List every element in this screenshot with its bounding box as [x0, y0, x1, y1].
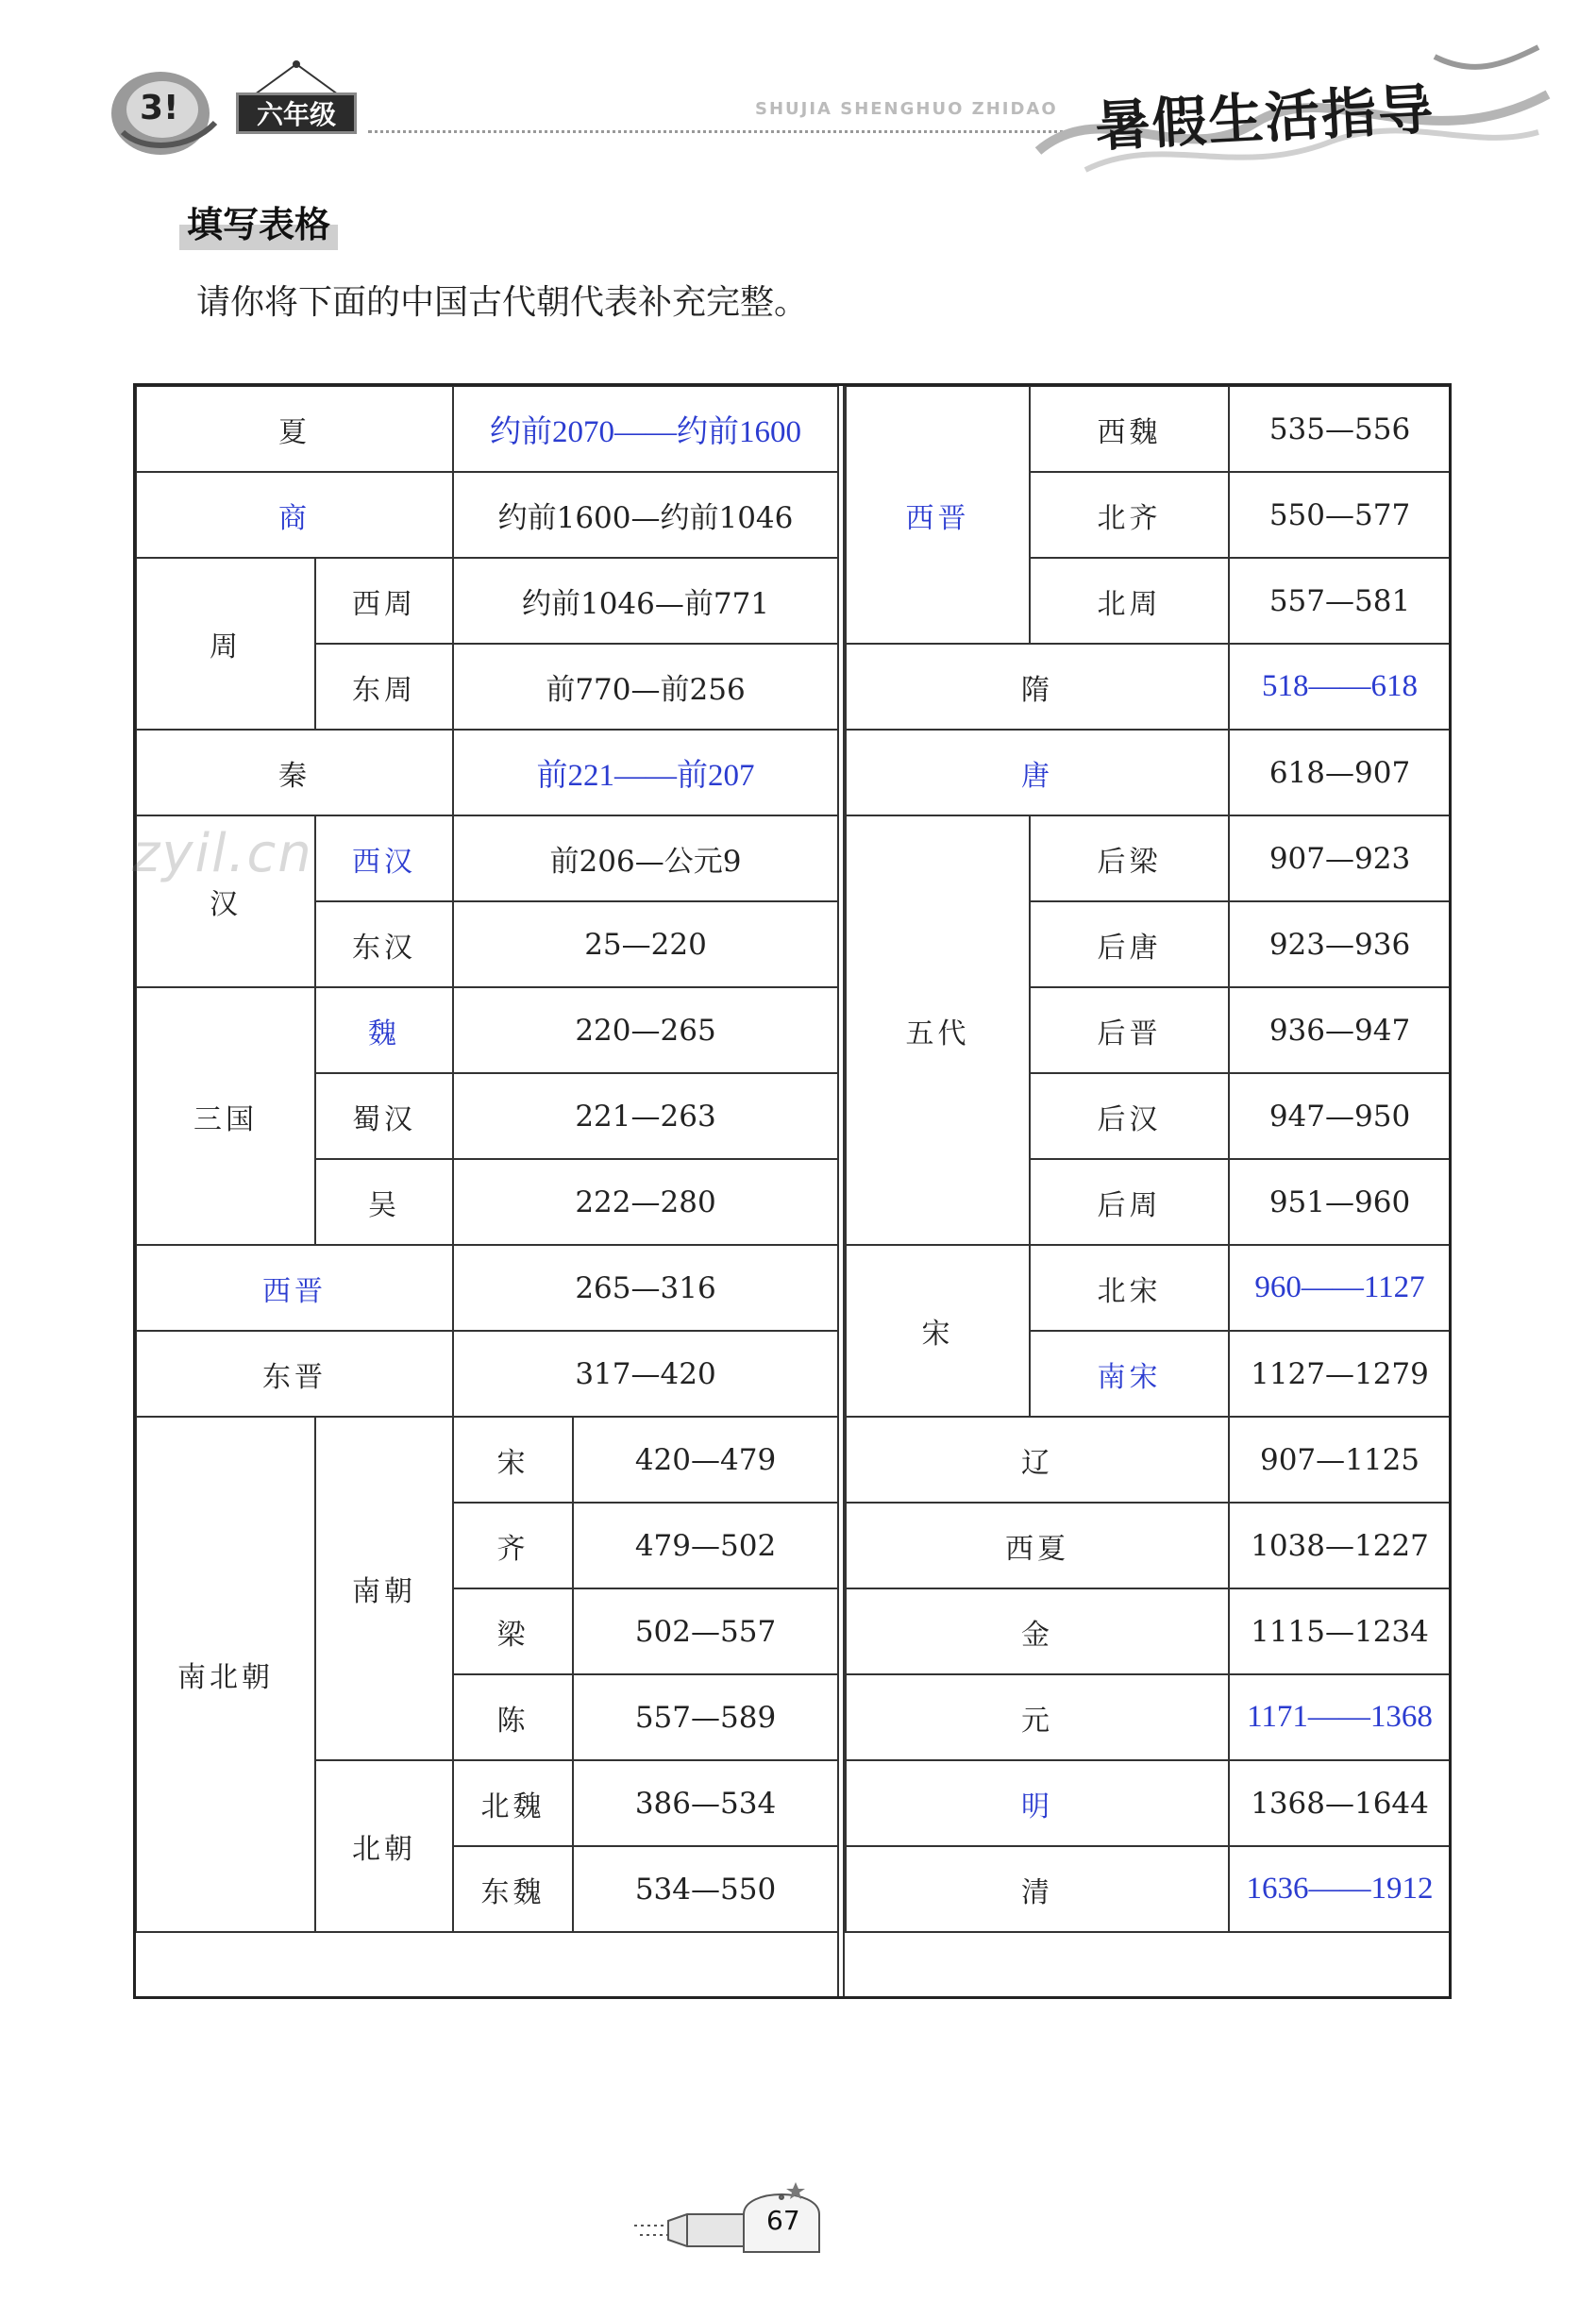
table-row [846, 1417, 1451, 1503]
sub-dynasty-name: 魏 [315, 987, 453, 1073]
dynasty-period: 947—950 [1229, 1073, 1451, 1159]
brand-pinyin: SHUJIA SHENGHUO ZHIDAO [755, 99, 1058, 119]
dynasty-name: 明 [846, 1760, 1229, 1846]
dynasty-period: 420—479 [573, 1417, 838, 1503]
dynasty-period: 518——618 [1229, 644, 1451, 730]
dynasty-period: 907—1125 [1229, 1417, 1451, 1503]
sub-dynasty-name: 吴 [315, 1159, 453, 1245]
dynasty-period: 1038—1227 [1229, 1503, 1451, 1588]
dynasty-name: 南北朝 [136, 1417, 315, 1932]
dynasty-period: 25—220 [453, 901, 838, 987]
table-row [136, 472, 838, 558]
dynasty-name: 夏 [136, 386, 453, 472]
dynasty-name: 元 [846, 1674, 1229, 1760]
dynasty-name: 宋 [846, 1245, 1030, 1417]
sub-dynasty-name: 东魏 [453, 1846, 573, 1932]
grade-label: 六年级 [236, 92, 357, 134]
dynasty-period: 约前2070——约前1600 [453, 386, 838, 472]
dynasty-name: 隋 [846, 644, 1229, 730]
dynasty-name: 清 [846, 1846, 1229, 1932]
table-row [136, 1417, 838, 1503]
dynasty-period: 1171——1368 [1229, 1674, 1451, 1760]
dynasty-period: 前770—前256 [453, 644, 838, 730]
table-row [846, 1674, 1451, 1760]
dynasty-period: 前206—公元9 [453, 815, 838, 901]
dynasty-period: 约前1600—约前1046 [453, 472, 838, 558]
sub-dynasty-name: 东汉 [315, 901, 453, 987]
table-row [846, 1760, 1451, 1846]
dynasty-name: 秦 [136, 730, 453, 815]
logo-swirl-icon [104, 57, 227, 160]
dynasty-name: 西晋 [846, 386, 1030, 644]
dynasty-period: 534—550 [573, 1846, 838, 1932]
sub-dynasty-name: 宋 [453, 1417, 573, 1503]
sub-dynasty-name: 北齐 [1030, 472, 1229, 558]
dynasty-period: 1115—1234 [1229, 1588, 1451, 1674]
dynasty-period: 220—265 [453, 987, 838, 1073]
dynasty-name: 唐 [846, 730, 1229, 815]
svg-text:3!: 3! [140, 89, 179, 127]
brand-title: 暑假生活指导 [1093, 76, 1436, 160]
sub-dynasty-name: 西汉 [315, 815, 453, 901]
table-row [846, 1588, 1451, 1674]
table-row [136, 987, 838, 1073]
watermark: zyil.cn [132, 823, 313, 884]
sub-dynasty-name: 蜀汉 [315, 1073, 453, 1159]
sub-dynasty-name: 西魏 [1030, 386, 1229, 472]
dynasty-period: 535—556 [1229, 386, 1451, 472]
dynasty-period: 479—502 [573, 1503, 838, 1588]
sub-dynasty-name: 南宋 [1030, 1331, 1229, 1417]
sub-dynasty-name: 北朝 [315, 1760, 453, 1932]
sub-dynasty-name: 东周 [315, 644, 453, 730]
table-row [846, 386, 1451, 472]
dynasty-period: 前221——前207 [453, 730, 838, 815]
header-dotted-rule [368, 130, 1104, 139]
dynasty-period: 1127—1279 [1229, 1331, 1451, 1417]
sub-dynasty-name: 北魏 [453, 1760, 573, 1846]
section-heading: 填写表格 [179, 193, 338, 250]
dynasty-period: 1368—1644 [1229, 1760, 1451, 1846]
dynasty-period: 557—589 [573, 1674, 838, 1760]
dynasty-period: 约前1046—前771 [453, 558, 838, 644]
dynasty-name: 金 [846, 1588, 1229, 1674]
dynasty-name: 三国 [136, 987, 315, 1245]
sub-dynasty-name: 后汉 [1030, 1073, 1229, 1159]
sub-dynasty-name: 北宋 [1030, 1245, 1229, 1331]
dynasty-name: 西晋 [136, 1245, 453, 1331]
dynasty-period: 1636——1912 [1229, 1846, 1451, 1932]
sub-dynasty-name: 后梁 [1030, 815, 1229, 901]
dynasty-name: 辽 [846, 1417, 1229, 1503]
pencil-page-badge-icon [630, 2169, 838, 2263]
dynasty-name: 五代 [846, 815, 1030, 1245]
table-row [136, 1331, 838, 1417]
dynasty-period: 222—280 [453, 1159, 838, 1245]
table-row [846, 815, 1451, 901]
dynasty-table-right [845, 385, 1452, 1933]
dynasty-period: 960——1127 [1229, 1245, 1451, 1331]
dynasty-period: 936—947 [1229, 987, 1451, 1073]
sub-dynasty-name: 后唐 [1030, 901, 1229, 987]
sub-dynasty-name: 后周 [1030, 1159, 1229, 1245]
table-row [136, 1245, 838, 1331]
table-row [136, 730, 838, 815]
dynasty-period: 317—420 [453, 1331, 838, 1417]
dynasty-name: 汉 [136, 815, 315, 987]
sub-dynasty-name: 后晋 [1030, 987, 1229, 1073]
dynasty-period: 951—960 [1229, 1159, 1451, 1245]
table-row [846, 1846, 1451, 1932]
dynasty-table [135, 385, 1450, 1997]
table-row [136, 386, 838, 472]
table-row [846, 730, 1451, 815]
dynasty-period: 221—263 [453, 1073, 838, 1159]
sub-dynasty-name: 北周 [1030, 558, 1229, 644]
dynasty-period: 386—534 [573, 1760, 838, 1846]
dynasty-period: 265—316 [453, 1245, 838, 1331]
dynasty-table-left [135, 385, 839, 1933]
sub-dynasty-name: 南朝 [315, 1417, 453, 1760]
dynasty-period: 618—907 [1229, 730, 1451, 815]
dynasty-name: 周 [136, 558, 315, 730]
sub-dynasty-name: 齐 [453, 1503, 573, 1588]
dynasty-name: 东晋 [136, 1331, 453, 1417]
sub-dynasty-name: 陈 [453, 1674, 573, 1760]
sub-dynasty-name: 西周 [315, 558, 453, 644]
sub-dynasty-name: 梁 [453, 1588, 573, 1674]
table-row [846, 644, 1451, 730]
dynasty-period: 557—581 [1229, 558, 1451, 644]
column-divider [837, 385, 845, 1997]
dynasty-name: 西夏 [846, 1503, 1229, 1588]
page-number: 67 [766, 2205, 800, 2236]
dynasty-period: 502—557 [573, 1588, 838, 1674]
dynasty-period: 907—923 [1229, 815, 1451, 901]
table-row [136, 558, 838, 644]
table-row [846, 1245, 1451, 1331]
page-header [0, 0, 1596, 189]
dynasty-name: 商 [136, 472, 453, 558]
table-row [846, 1503, 1451, 1588]
grade-hanger-icon [247, 59, 345, 96]
dynasty-period: 923—936 [1229, 901, 1451, 987]
instruction-text: 请你将下面的中国古代朝代表补充完整。 [196, 283, 809, 322]
dynasty-period: 550—577 [1229, 472, 1451, 558]
